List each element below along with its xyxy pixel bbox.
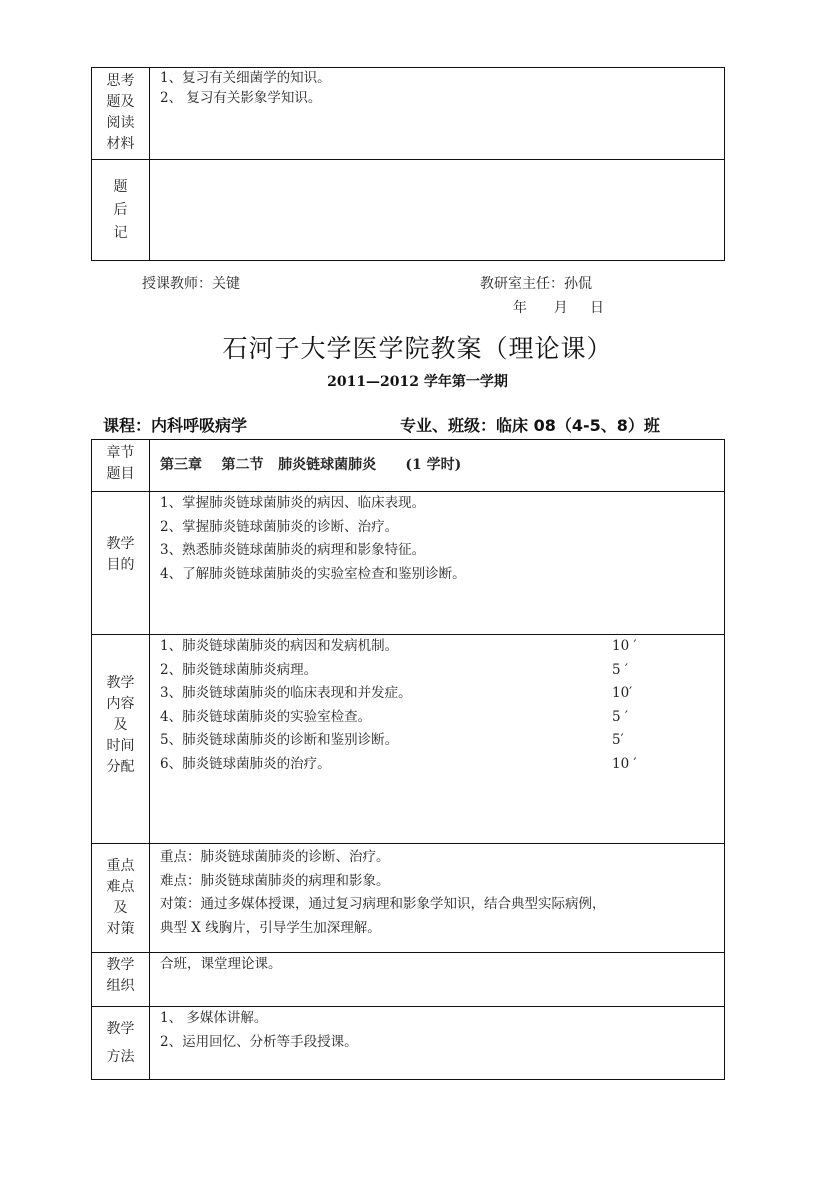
key-points-label-line: 重点 [106,858,135,874]
list-item: 对策：通过多媒体授课，通过复习病理和影象学知识，结合典型实际病例， [160,896,606,912]
chapter-label-line: 题目 [106,466,135,482]
course-name: 课程：内科呼吸病学 [103,416,248,435]
think-label-line: 材料 [106,136,135,152]
list-item: 重点：肺炎链球菌肺炎的诊断、治疗。 [160,849,390,865]
content-item-text: 5、肺炎链球菌肺炎的诊断和鉴别诊断。 [160,732,399,748]
list-item: 1、掌握肺炎链球菌肺炎的病因、临床表现。 [160,495,426,511]
think-content [150,68,725,160]
method-content [150,1007,725,1080]
key-points-label-line: 对策 [106,921,135,937]
organization-label-line: 组织 [106,978,135,994]
content-item-time: 10′ [612,685,633,701]
think-label [92,68,150,160]
term-subtitle: 2011—2012 学年第一学期 [327,374,508,390]
postscript-label-line: 题 [113,178,128,195]
content-label-line: 教学 [106,674,135,691]
content-item-time: 10 ′ [612,755,637,772]
organization-label [92,953,150,1007]
teacher-signature: 授课教师：关键 [142,276,240,292]
list-item: 1、 多媒体讲解。 [160,1010,268,1026]
method-label [92,1007,150,1080]
chapter-label-line: 章节 [106,445,135,461]
content-label-line: 内容 [106,695,135,712]
goals-label [92,492,150,635]
key-points-label-line: 难点 [106,879,135,895]
think-label-line: 阅读 [106,115,135,131]
content-item-text: 2、肺炎链球菌肺炎病理。 [160,661,318,678]
list-item: 2、掌握肺炎链球菌肺炎的诊断、治疗。 [160,518,399,535]
list-item [160,729,724,753]
content-label-line: 及 [113,716,128,733]
chapter-label [92,440,150,492]
lesson-plan-table [91,439,725,1080]
postscript-label-line: 记 [113,224,128,241]
postscript-label-line: 后 [113,201,128,218]
director-signature: 教研室主任：孙侃 [480,276,592,292]
list-item [160,706,724,730]
list-item: 4、了解肺炎链球菌肺炎的实验室检查和鉴别诊断。 [160,565,466,582]
goals-content [150,492,725,635]
content-item-time: 5 ′ [612,661,628,678]
key-points-content [150,844,725,953]
content-item-time: 10 ′ [612,638,637,654]
content-item-text: 6、肺炎链球菌肺炎的治疗。 [160,755,331,772]
chapter-value [150,440,725,492]
goals-label-line: 目的 [106,557,135,573]
list-item [160,659,724,683]
think-label-line: 思考 [106,73,135,89]
content-label-line: 时间 [106,737,135,754]
method-label-line: 方法 [106,1049,135,1065]
major-class: 专业、班级：临床 08（4-5、8）班 [400,416,660,435]
goals-label-line: 教学 [106,536,135,552]
list-item [160,635,724,659]
content-item-time: 5′ [612,732,624,748]
list-item [160,753,724,777]
method-label-line: 教学 [106,1021,135,1037]
list-item [160,682,724,706]
organization-label-line: 教学 [106,957,135,973]
key-points-label-line: 及 [113,900,128,916]
content-label-line: 分配 [106,758,135,775]
list-item: 3、熟悉肺炎链球菌肺炎的病理和影象特征。 [160,542,426,558]
content-item-time: 5 ′ [612,708,628,725]
think-label-line: 题及 [106,94,135,110]
content-item-text: 4、肺炎链球菌肺炎的实验室检查。 [160,708,372,725]
content-item-text: 1、肺炎链球菌肺炎的病因和发病机制。 [160,638,399,654]
date-line: 年 月 日 [513,300,604,316]
list-item: 难点：肺炎链球菌肺炎的病理和影象。 [160,872,390,889]
content-label [92,635,150,844]
postscript-label [92,160,150,261]
list-item: 2、 复习有关影象学知识。 [160,90,322,106]
content-list [150,635,725,844]
chapter-title: 第三章 第二节 肺炎链球菌肺炎 (1 学时) [160,456,462,473]
content-item-text: 3、肺炎链球菌肺炎的临床表现和并发症。 [160,685,412,701]
organization-content [150,953,725,1007]
page-title: 石河子大学医学院教案（理论课） [222,334,613,363]
list-item: 1、复习有关细菌学的知识。 [160,70,331,86]
key-points-label [92,844,150,953]
postscript-content [150,160,725,261]
organization-value: 合班，课堂理论课。 [160,956,282,972]
list-item: 2、运用回忆、分析等手段授课。 [160,1033,358,1050]
top-table [91,67,725,261]
list-item: 典型 X 线胸片，引导学生加深理解。 [160,919,381,936]
